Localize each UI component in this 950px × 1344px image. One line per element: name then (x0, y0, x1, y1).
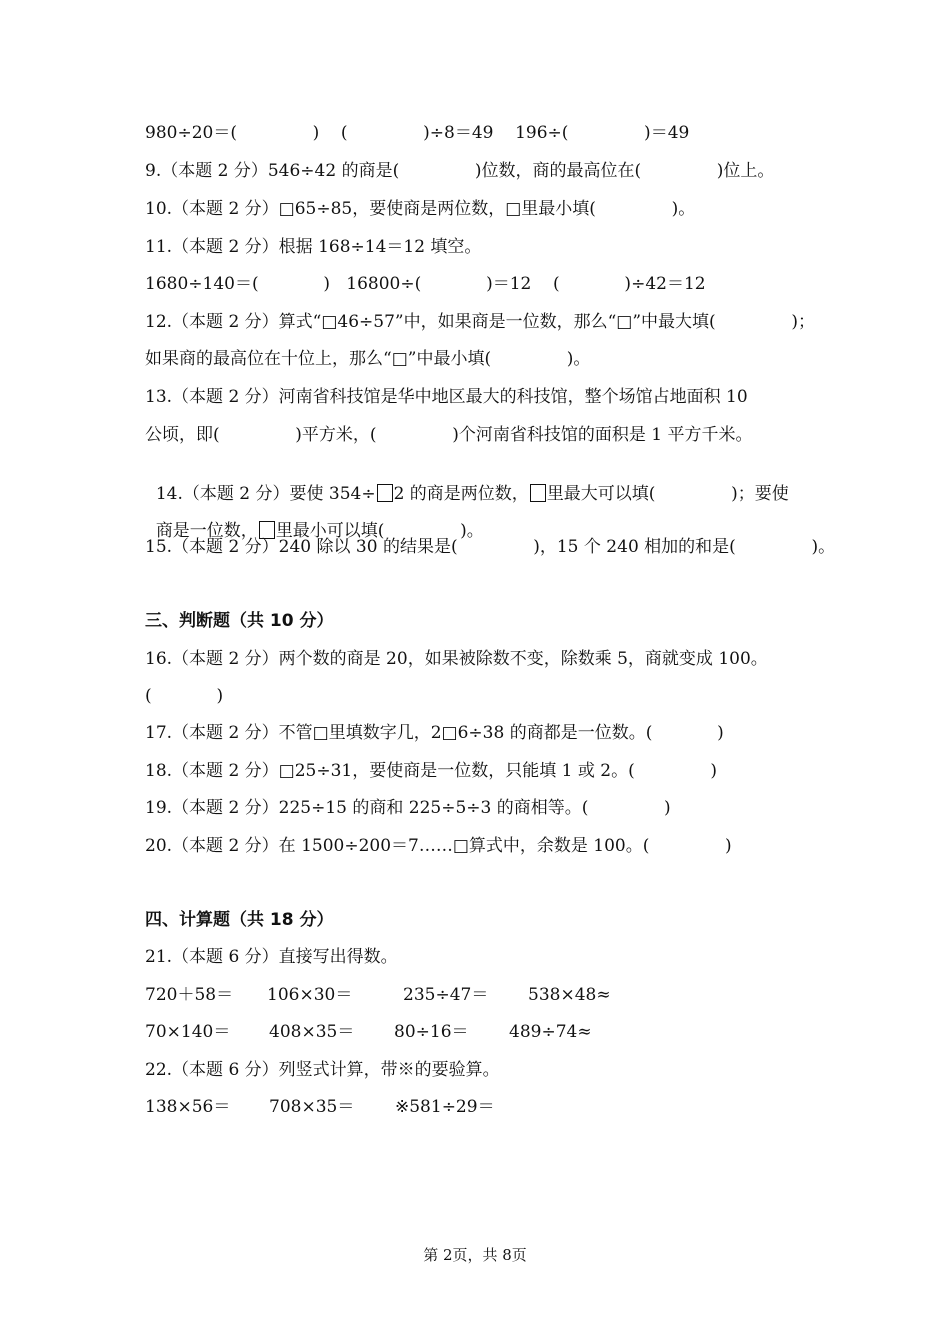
q21-row1-item: 538×48≈ (528, 985, 611, 1005)
question-17: 17.（本题 2 分）不管□里填数字几，2□6÷38 的商都是一位数。( ) (145, 723, 724, 743)
q14-part-c: 里最大可以填( )；要使 (546, 484, 789, 504)
section-3-title: 三、判断题（共 10 分） (145, 611, 334, 631)
question-18: 18.（本题 2 分）□25÷31，要使商是一位数，只能填 1 或 2。( ) (145, 761, 717, 781)
question-11: 11.（本题 2 分）根据 168÷14＝12 填空。 (145, 237, 482, 257)
q21-row2-item: 408×35＝ (269, 1022, 355, 1042)
square-box-icon (530, 484, 546, 502)
q14-part-a: 14.（本题 2 分）要使 354÷ (155, 484, 376, 504)
question-12-cont: 如果商的最高位在十位上，那么“□”中最小填( )。 (145, 349, 591, 369)
question-13: 13.（本题 2 分）河南省科技馆是华中地区最大的科技馆，整个场馆占地面积 10 (145, 387, 748, 407)
q22-item: 138×56＝ (145, 1097, 231, 1117)
question-15: 15.（本题 2 分）240 除以 30 的结果是( )，15 个 240 相加的和是( )。 (145, 537, 836, 557)
q21-row1-item: 235÷47＝ (403, 985, 489, 1005)
fill-line-1: 980÷20＝( ) ( )÷8＝49 196÷( )＝49 (145, 123, 690, 143)
question-21: 21.（本题 6 分）直接写出得数。 (145, 947, 398, 967)
q21-row1-item: 106×30＝ (267, 985, 353, 1005)
q14-part-d: 商是一位数， (155, 521, 258, 541)
question-20: 20.（本题 2 分）在 1500÷200＝7……□算式中，余数是 100。( ) (145, 836, 732, 856)
question-9: 9.（本题 2 分）546÷42 的商是( )位数，商的最高位在( )位上。 (145, 161, 775, 181)
q14-part-e: 里最小可以填( )。 (275, 521, 484, 541)
q21-row2-item: 80÷16＝ (394, 1022, 469, 1042)
section-4-title: 四、计算题（共 18 分） (145, 910, 334, 930)
q22-item: 708×35＝ (269, 1097, 355, 1117)
question-22: 22.（本题 6 分）列竖式计算，带※的要验算。 (145, 1060, 500, 1080)
q21-row1-item: 720＋58＝ (145, 985, 234, 1005)
q22-item: ※581÷29＝ (395, 1097, 495, 1117)
q21-row2-item: 489÷74≈ (509, 1022, 592, 1042)
question-16: 16.（本题 2 分）两个数的商是 20，如果被除数不变，除数乘 5，商就变成 100。 (145, 649, 768, 669)
q14-part-b: 2 的商是两位数， (393, 484, 529, 504)
question-13-cont: 公顷，即( )平方米，( )个河南省科技馆的面积是 1 平方千米。 (145, 425, 753, 445)
question-16-answer: ( ) (145, 686, 224, 706)
page-footer: 第 2页，共 8页 (423, 1246, 527, 1264)
question-19: 19.（本题 2 分）225÷15 的商和 225÷5÷3 的商相等。( ) (145, 798, 671, 818)
question-11-fill: 1680÷140＝( ) 16800÷( )＝12 ( )÷42＝12 (145, 274, 706, 294)
q21-row2-item: 70×140＝ (145, 1022, 231, 1042)
question-10: 10.（本题 2 分）□65÷85，要使商是两位数，□里最小填( )。 (145, 199, 696, 219)
question-12: 12.（本题 2 分）算式“□46÷57”中，如果商是一位数，那么“□”中最大填( )； (145, 312, 815, 332)
